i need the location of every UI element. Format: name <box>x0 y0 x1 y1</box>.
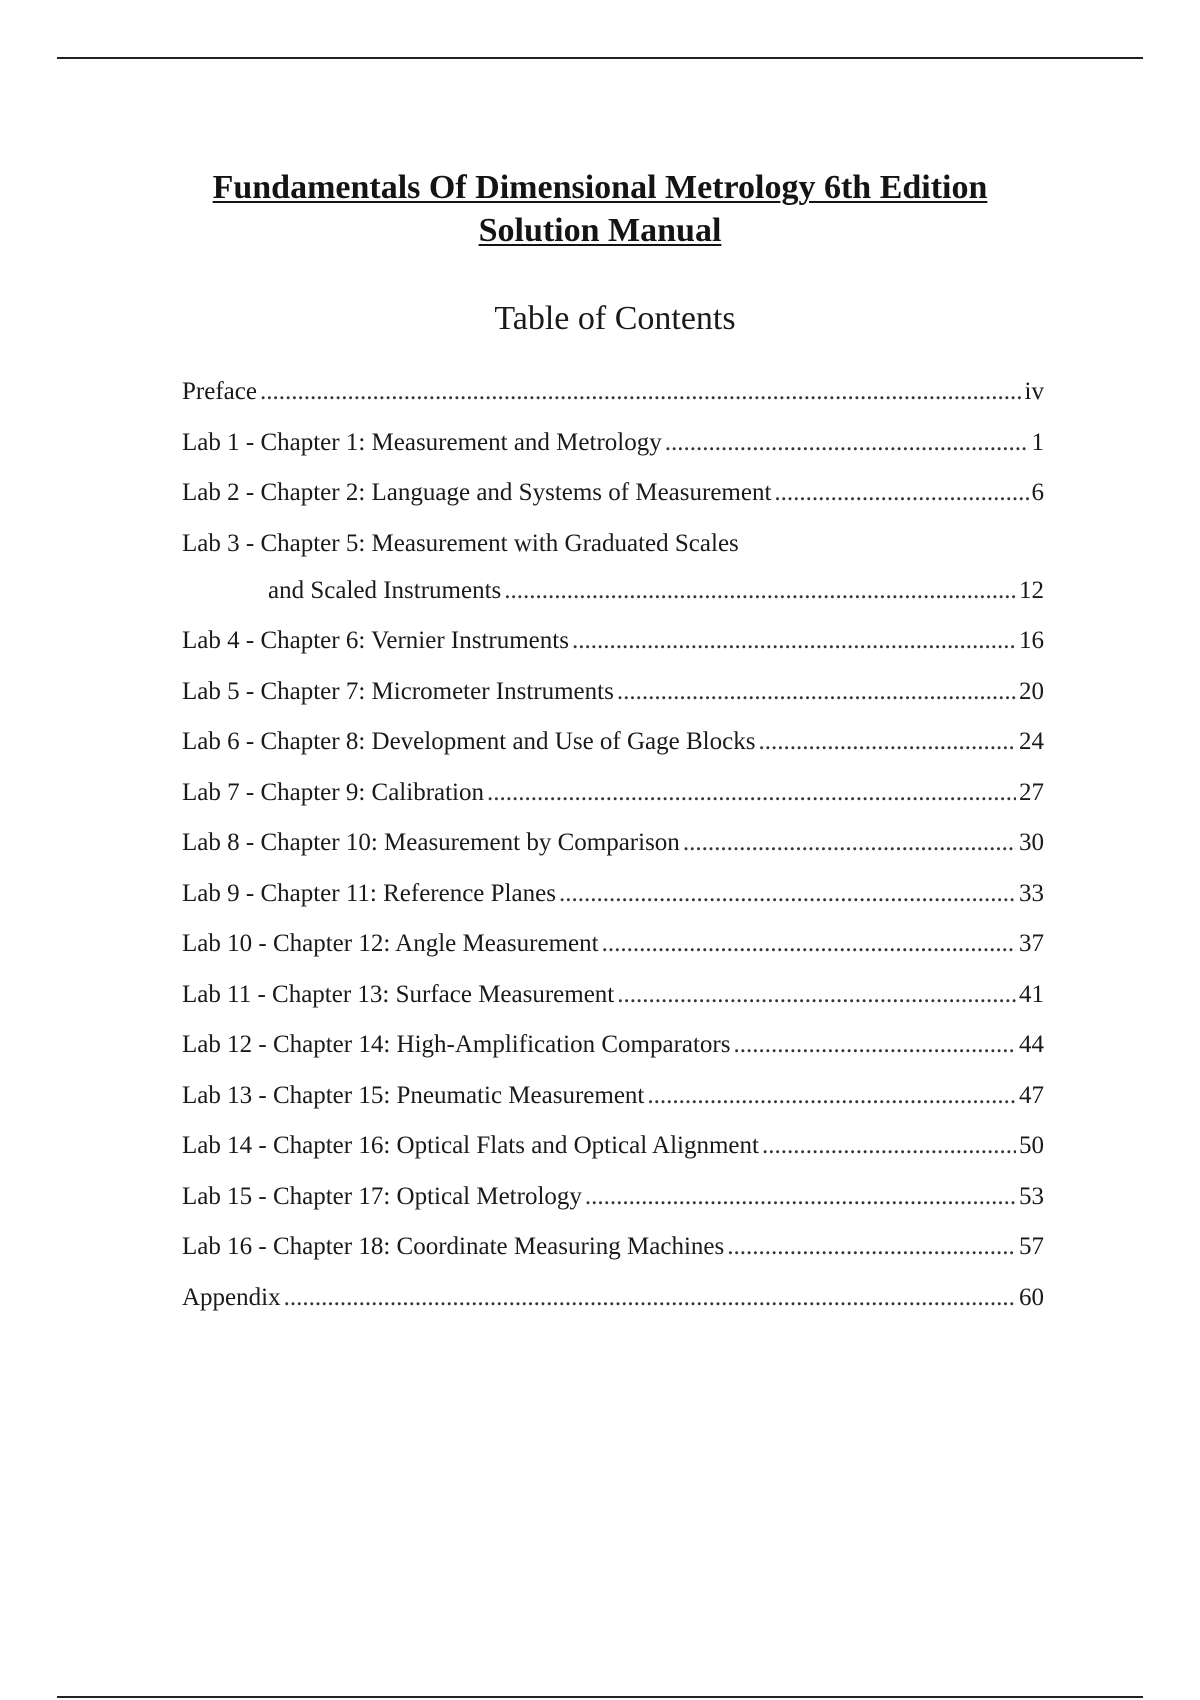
document-title-block <box>0 166 1200 252</box>
toc-entry-lab-5[interactable] <box>182 677 1044 728</box>
toc-entry-label: Lab 12 - Chapter 14: High-Amplification Comparators <box>182 1031 731 1058</box>
toc-list <box>182 377 1044 1333</box>
toc-entry-page: 20 <box>1019 677 1044 705</box>
toc-entry-lab-6[interactable] <box>182 727 1044 778</box>
toc-entry-appendix[interactable] <box>182 1283 1044 1334</box>
toc-entry-page: 16 <box>1019 627 1044 654</box>
toc-entry-lab-16[interactable] <box>182 1232 1044 1283</box>
toc-dot-leader <box>683 828 1016 858</box>
document-title-line-2: Solution Manual <box>478 212 722 249</box>
bottom-rule <box>57 1696 1143 1698</box>
toc-entry-label: Lab 8 - Chapter 10: Measurement by Comparison <box>182 829 680 856</box>
toc-dot-leader <box>665 428 1029 458</box>
toc-entry-page: 6 <box>1031 479 1044 506</box>
toc-entry-lab-9[interactable] <box>182 879 1044 930</box>
toc-entry-page: 37 <box>1019 930 1044 957</box>
toc-entry-lab-13[interactable] <box>182 1081 1044 1132</box>
toc-entry-lab-3[interactable] <box>182 529 1044 627</box>
toc-entry-page: 50 <box>1019 1132 1044 1159</box>
toc-dot-leader <box>774 478 1028 508</box>
toc-entry-label: Appendix <box>182 1283 281 1311</box>
toc-entry-page: 1 <box>1031 428 1044 456</box>
toc-entry-page: 57 <box>1019 1233 1044 1260</box>
toc-entry-label: Lab 2 - Chapter 2: Language and Systems of Measurement <box>182 479 772 506</box>
toc-entry-lab-14[interactable] <box>182 1131 1044 1182</box>
toc-entry-lab-11[interactable] <box>182 980 1044 1031</box>
toc-dot-leader <box>758 727 1016 757</box>
toc-dot-leader <box>585 1182 1016 1212</box>
toc-entry-lab-8[interactable] <box>182 828 1044 879</box>
top-rule <box>57 57 1143 59</box>
toc-entry-lab-1[interactable] <box>182 428 1044 479</box>
toc-entry-page: 47 <box>1019 1081 1044 1109</box>
toc-entry-lab-15[interactable] <box>182 1182 1044 1233</box>
toc-dot-leader <box>602 929 1016 959</box>
toc-entry-page: 12 <box>1019 576 1044 604</box>
toc-dot-leader <box>559 879 1016 909</box>
toc-dot-leader <box>260 377 1022 407</box>
toc-entry-label: Lab 4 - Chapter 6: Vernier Instruments <box>182 627 569 654</box>
toc-entry-label: Lab 7 - Chapter 9: Calibration <box>182 778 485 806</box>
toc-entry-label: Lab 10 - Chapter 12: Angle Measurement <box>182 930 599 957</box>
toc-entry-page: 24 <box>1019 728 1044 755</box>
toc-dot-leader <box>617 677 1016 707</box>
toc-entry-lab-7[interactable] <box>182 778 1044 829</box>
document-title-line-1: Fundamentals Of Dimensional Metrology 6th Edition <box>212 169 988 206</box>
toc-entry-label: Lab 11 - Chapter 13: Surface Measurement <box>182 980 615 1008</box>
toc-entry-label: Lab 3 - Chapter 5: Measurement with Graduated Scales <box>182 529 739 557</box>
toc-dot-leader <box>727 1232 1016 1262</box>
toc-heading: Table of Contents <box>494 300 736 337</box>
toc-entry-page: 44 <box>1019 1031 1044 1058</box>
toc-entry-label: Lab 1 - Chapter 1: Measurement and Metrology <box>182 428 662 456</box>
toc-entry-page: 33 <box>1019 879 1044 907</box>
toc-entry-label: Lab 6 - Chapter 8: Development and Use of Gage Blocks <box>182 728 756 755</box>
toc-dot-leader <box>734 1030 1017 1060</box>
toc-entry-page: 60 <box>1019 1283 1044 1311</box>
toc-entry-label: Preface <box>182 378 257 405</box>
toc-entry-label: Lab 15 - Chapter 17: Optical Metrology <box>182 1182 582 1210</box>
toc-entry-label: Lab 5 - Chapter 7: Micrometer Instruments <box>182 677 614 705</box>
toc-entry-page: 30 <box>1019 829 1044 856</box>
toc-entry-label: Lab 16 - Chapter 18: Coordinate Measuring Machines <box>182 1233 725 1260</box>
toc-entry-label: Lab 9 - Chapter 11: Reference Planes <box>182 879 556 907</box>
toc-entry-lab-10[interactable] <box>182 929 1044 980</box>
toc-entry-page: 41 <box>1019 980 1044 1008</box>
toc-dot-leader <box>647 1081 1016 1111</box>
toc-entry-lab-4[interactable] <box>182 626 1044 677</box>
toc-dot-leader <box>284 1283 1016 1313</box>
toc-dot-leader <box>572 626 1016 656</box>
toc-dot-leader <box>617 980 1016 1010</box>
toc-entry-label-continued: and Scaled Instruments <box>268 576 502 604</box>
toc-entry-page: iv <box>1024 378 1044 405</box>
toc-entry-preface[interactable] <box>182 377 1044 428</box>
toc-entry-page: 53 <box>1019 1182 1044 1210</box>
toc-dot-leader <box>487 778 1016 808</box>
toc-dot-leader <box>762 1131 1016 1161</box>
toc-entry-label: Lab 14 - Chapter 16: Optical Flats and Optical Alignment <box>182 1132 759 1159</box>
toc-dot-leader <box>504 576 1016 606</box>
toc-entry-label: Lab 13 - Chapter 15: Pneumatic Measurement <box>182 1081 645 1109</box>
toc-entry-lab-12[interactable] <box>182 1030 1044 1081</box>
toc-entry-lab-2[interactable] <box>182 478 1044 529</box>
toc-entry-page: 27 <box>1019 778 1044 806</box>
